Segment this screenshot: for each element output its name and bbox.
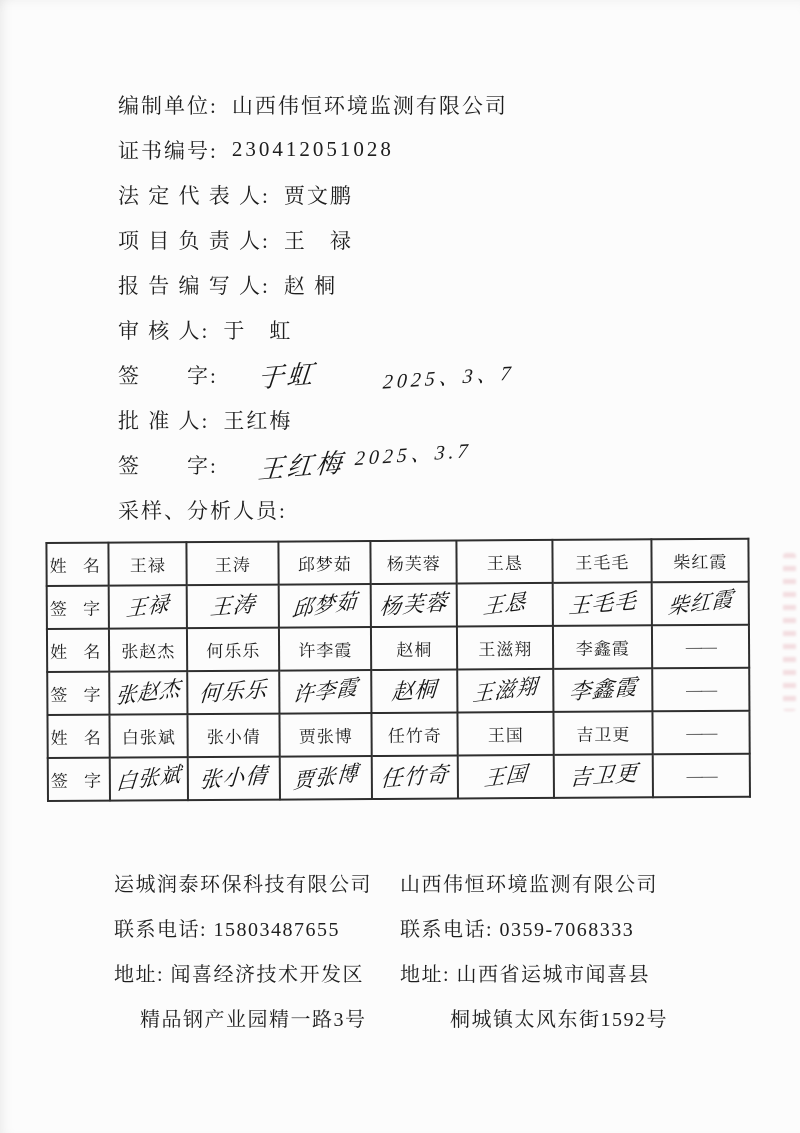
name-cell: 许李霞 <box>279 627 371 671</box>
handwritten-signature: 杨芙蓉 <box>379 589 450 620</box>
empty-dash: —— <box>686 724 717 742</box>
personnel-table <box>45 538 751 802</box>
row-label-cell: 签 字 <box>47 586 110 629</box>
signature-cell <box>372 755 458 799</box>
name-cell: 吉卫更 <box>554 711 653 755</box>
name-cell: 任竹奇 <box>372 712 458 756</box>
signature-cell <box>652 582 749 626</box>
table-row <box>46 539 748 586</box>
signature-cell <box>457 583 553 627</box>
field-label: 批 准 人: <box>118 408 210 433</box>
field-label: 编制单位: <box>118 93 218 118</box>
table-row <box>48 754 750 801</box>
handwritten-signature: 许李霞 <box>291 674 360 708</box>
field-label: 采样、分析人员: <box>118 498 287 523</box>
handwritten-signature: 张赵杰 <box>114 675 183 709</box>
field-line-text <box>118 307 738 352</box>
handwritten-signature: 王禄 <box>125 590 171 621</box>
name-cell: 李鑫霞 <box>553 625 652 669</box>
footer-line: 运城润泰环保科技有限公司 <box>114 874 372 896</box>
name-cell: 王恳 <box>457 540 553 584</box>
handwritten-signature: 于虹 <box>256 359 317 394</box>
name-cell: 赵桐 <box>371 626 457 670</box>
field-value: 王红梅 <box>223 408 293 433</box>
name-cell: 杨芙蓉 <box>371 540 457 584</box>
field-label: 法 定 代 表 人: <box>118 183 270 208</box>
field-line-text <box>118 172 738 217</box>
handwritten-signature: 贾张博 <box>292 760 360 794</box>
name-cell <box>653 711 750 755</box>
table-row <box>47 582 749 629</box>
field-line-number <box>118 127 738 172</box>
field-line-signature <box>118 352 738 397</box>
signature-cell <box>187 671 279 715</box>
field-line-heading <box>118 487 738 532</box>
table-row <box>47 625 749 672</box>
footer-company-runtai <box>114 860 444 1040</box>
field-label: 报 告 编 写 人: <box>118 273 270 298</box>
handwritten-signature: 吉卫更 <box>568 759 639 791</box>
row-label-cell: 签 字 <box>47 672 110 715</box>
signature-cell <box>652 668 749 712</box>
name-cell: 王禄 <box>109 542 187 585</box>
signature-cell <box>279 670 371 714</box>
signature-cell <box>279 584 371 628</box>
empty-dash: —— <box>685 638 716 656</box>
name-cell: 王国 <box>458 712 554 756</box>
empty-dash: —— <box>686 681 717 699</box>
field-value: 230412051028 <box>231 137 394 161</box>
signature-cell <box>371 583 457 627</box>
footer-line: 精品钢产业园精一路3号 <box>140 1009 367 1031</box>
footer-company-weiheng <box>400 860 730 1040</box>
field-line-text <box>118 397 738 442</box>
row-label-cell: 姓 名 <box>46 543 109 586</box>
signature-cell <box>110 757 188 800</box>
name-cell: 张小倩 <box>188 714 280 758</box>
signature-cell <box>553 668 652 712</box>
handwritten-signature: 邱梦茹 <box>291 588 359 622</box>
handwritten-signature: 王涛 <box>209 591 257 620</box>
field-value: 于 虹 <box>223 318 293 343</box>
field-line-signature <box>118 439 738 487</box>
signature-cell <box>458 755 554 799</box>
name-cell: 何乐乐 <box>187 628 279 672</box>
field-label: 签 字: <box>118 363 218 388</box>
table-row <box>47 668 749 715</box>
handwritten-signature: 赵桐 <box>390 675 439 705</box>
name-cell: 贾张博 <box>280 713 372 757</box>
field-line-text <box>118 262 738 307</box>
field-line-text <box>118 217 738 262</box>
handwritten-signature: 王恳 <box>482 588 528 619</box>
table-row <box>47 711 749 758</box>
signature-cell <box>554 754 653 798</box>
handwritten-signature: 王滋翔 <box>471 673 540 707</box>
field-value: 王 禄 <box>283 228 353 253</box>
name-cell <box>652 625 749 669</box>
signature-cell <box>457 669 553 713</box>
signature-cell <box>188 757 280 801</box>
name-cell: 王毛毛 <box>553 539 652 583</box>
handwritten-signature: 李鑫霞 <box>568 673 639 705</box>
field-value: 赵 桐 <box>283 273 338 298</box>
row-label-cell: 签 字 <box>48 758 111 801</box>
handwritten-signature: 王红梅 <box>256 448 346 485</box>
field-label: 证书编号: <box>118 138 218 163</box>
handwritten-signature: 王毛毛 <box>567 587 638 619</box>
row-label-cell: 姓 名 <box>47 629 110 672</box>
handwritten-signature: 任竹奇 <box>380 761 451 792</box>
row-label-cell: 姓 名 <box>47 715 110 758</box>
handwritten-date: 2025、3、7 <box>382 362 516 394</box>
handwritten-signature: 王国 <box>483 760 529 791</box>
name-cell: 王涛 <box>187 542 279 586</box>
footer-line: 山西伟恒环境监测有限公司 <box>400 874 658 896</box>
field-value: 贾文鹏 <box>283 183 353 208</box>
empty-dash: —— <box>686 767 717 785</box>
name-cell: 邱梦茹 <box>279 541 371 585</box>
header-fields <box>118 82 738 532</box>
footer-line: 联系电话: 15803487655 <box>114 919 341 941</box>
footer-line: 桐城镇太风东街1592号 <box>450 1009 668 1031</box>
name-cell: 张赵杰 <box>109 628 187 671</box>
signature-cell <box>653 754 750 798</box>
stamp-bleed-mark <box>783 553 796 711</box>
signature-cell <box>109 585 187 628</box>
field-line-text <box>118 82 738 127</box>
signature-cell <box>371 669 457 713</box>
field-label: 签 字: <box>118 453 218 478</box>
signature-cell <box>280 756 372 800</box>
handwritten-signature: 柴红霞 <box>666 586 735 619</box>
handwritten-signature: 张小倩 <box>199 762 270 793</box>
footer-line: 联系电话: 0359-7068333 <box>400 919 635 941</box>
footer-line: 地址: 山西省运城市闻喜县 <box>400 964 651 986</box>
name-cell: 王滋翔 <box>457 626 553 670</box>
field-label: 审 核 人: <box>118 318 210 343</box>
signature-cell <box>109 671 187 714</box>
field-label: 项 目 负 责 人: <box>118 228 270 253</box>
name-cell: 白张斌 <box>110 714 188 757</box>
handwritten-signature: 白张斌 <box>115 761 183 795</box>
name-cell: 柴红霞 <box>652 539 749 583</box>
signature-cell <box>187 585 279 629</box>
footer-line: 地址: 闻喜经济技术开发区 <box>114 964 365 986</box>
handwritten-date: 2025、3.7 <box>354 439 473 471</box>
handwritten-signature: 何乐乐 <box>198 676 269 707</box>
field-value: 山西伟恒环境监测有限公司 <box>231 93 508 118</box>
signature-cell <box>553 582 652 626</box>
